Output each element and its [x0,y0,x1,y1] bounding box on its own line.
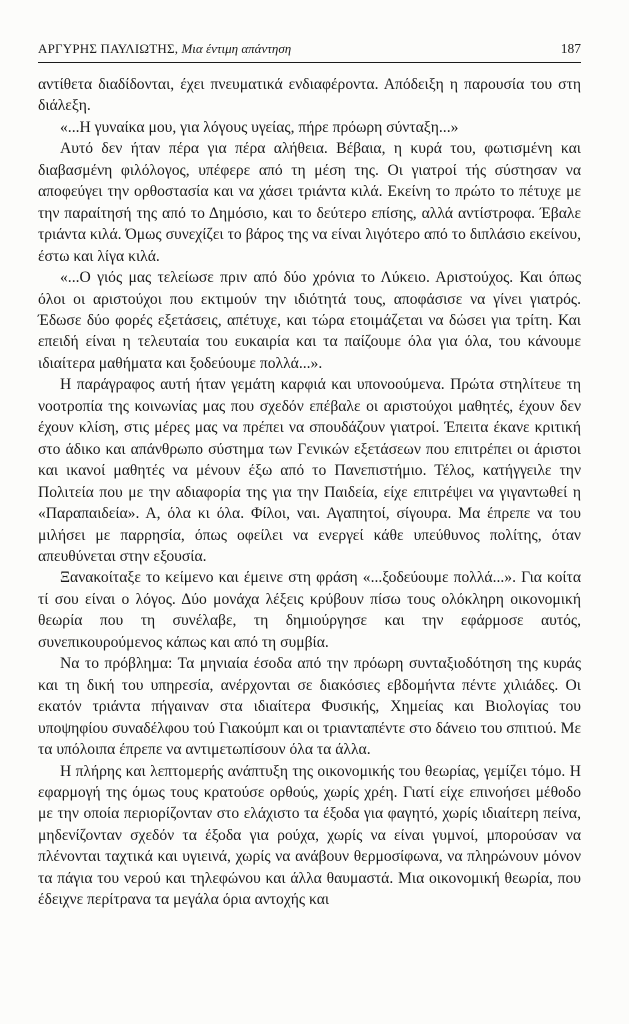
running-head-author: ΑΡΓΥΡΗΣ ΠΑΥΛΙΩΤΗΣ, [38,41,179,56]
paragraph-quote: «...Ο γιός μας τελείωσε πριν από δύο χρόνια το Λύκειο. Αριστούχος. Και όπως όλοι οι αριστούχοι που εκτιμούν την ιδιότητά τους, αποφάσισε να γίνει γιατρός. Έδωσε δύο φορές εξετάσεις, απέτυχε, και τώρα ετοιμάζεται να δώσει για τρίτη. Και επειδή είναι η τελευταία του ευκαιρία και τα παίζουμε όλα για όλα, του κάνουμε ιδιαίτερα μαθήματα και ξοδεύουμε πολλά...». [38,269,581,372]
body-text [38,74,581,911]
paragraph: Να το πρόβλημα: Τα μηνιαία έσοδα από την πρόωρη συνταξιοδότηση της κυράς και τη δική του υπηρεσία, ανέρχονται σε διακόσιες εβδομήντα πέντε χιλιάδες. Οι εκατόν τριάντα πήγαιναν στα ιδιαίτερα Φυσικής, Χημείας και Βιολογίας του υποψηφίου συναδέλφου τού Γιακούμπ και οι τριανταπέντε στο δάνειο του σπιτιού. Με τα υπόλοιπα έπρεπε να αντιμετωπίσουν όλα τα άλλα. [38,655,581,759]
page-number: 187 [560,41,581,56]
running-head-title: Μια έντιμη απάντηση [181,41,292,56]
paragraph-quote: «...Η γυναίκα μου, για λόγους υγείας, πήρε πρόωρη σύνταξη...» [60,118,459,136]
paragraph: Η πλήρης και λεπτομερής ανάπτυξη της οικονομικής του θεωρίας, γεμίζει τόμο. Η εφαρμογή της όμως τους κρατούσε ορθούς, χωρίς χρέη. Γιατί είχε επινοήσει μέθοδο με την οποία περιορίζονταν στο ελάχιστο τα έξοδα για φαγητό, χωρίς ιδιαίτερη πείνα, μηδενίζονταν σχεδόν τα έξοδα για ρούχα, χωρίς να είναι γυμνοί, μπορούσαν να πλένονται ταχτικά και υγιεινά, χωρίς να ανάβουν θερμοσίφωνα, να πληρώνουν μόνον τα πάγια του νερού και τηλεφώνου και άλλα θαυμαστά. Μια οικονομική θεωρία, που έδειχνε περίτρανα τα μεγάλα όρια αντοχής και [38,762,581,909]
paragraph: Ξανακοίταξε το κείμενο και έμεινε στη φράση «...ξοδεύουμε πολλά...». Για κοίτα τί σου είναι ο λόγος. Δύο μονάχα λέξεις κρύβουν πίσω τους ολόκληρη οικονομική θεωρία που τη συνέλαβε, τη δημιούργησε και την εφάρμοσε αυτός, συνεπικουρούμενος κάπως και από τη συμβία. [38,569,581,651]
paragraph-continued: αντίθετα διαδίδονται, έχει πνευματικά ενδιαφέροντα. Απόδειξη η παρουσία του στη διάλεξη. [38,76,581,115]
running-head [38,40,581,63]
paragraph: Αυτό δεν ήταν πέρα για πέρα αλήθεια. Βέβαια, η κυρά του, φωτισμένη και διαβασμένη φιλόλογος, υπέφερε από τη μέση της. Οι γιατροί τής σύστησαν να αποφεύγει την ορθοστασία και να χάσει τριάντα κιλά. Εκείνη το πρώτο το πέτυχε με την παραίτησή της από το Δημόσιο, και το δεύτερο επίσης, αλλά αντίστροφα. Έβαλε τριάντα κιλά. Όμως συνεχίζει το βάρος της να είναι λιγότερο από το διπλάσιο εκείνου, έστω και λίγα κιλά. [38,140,581,265]
paragraph: Η παράγραφος αυτή ήταν γεμάτη καρφιά και υπονοούμενα. Πρώτα στηλίτευε τη νοοτροπία της κοινωνίας μας που σχεδόν επέβαλε οι αριστούχοι μαθητές, έχουν δεν έχουν κλίση, στις μέρες μας να πρέπει να σπουδάζουν γιατροί. Έπειτα έκανε κριτική στο άδικο και απάνθρωπο σύστημα των Γενικών εξετάσεων που επιτρέπει οι άριστοι και ικανοί μαθητές να μένουν έξω από το Πανεπιστήμιο. Τέλος, κατήγγειλε την Πολιτεία που με την αδιαφορία της για την Παιδεία, είχε επιτρέψει να γιγαντωθεί η «Παραπαιδεία». Α, όλα κι όλα. Φίλοι, ναι. Αγαπητοί, σίγουρα. Μα έπρεπε να του μιλήσει με παρρησία, όπως οφείλει να ενεργεί κάθε υπεύθυνος πολίτης, όταν απευθύνεται στην εξουσία. [38,376,581,565]
